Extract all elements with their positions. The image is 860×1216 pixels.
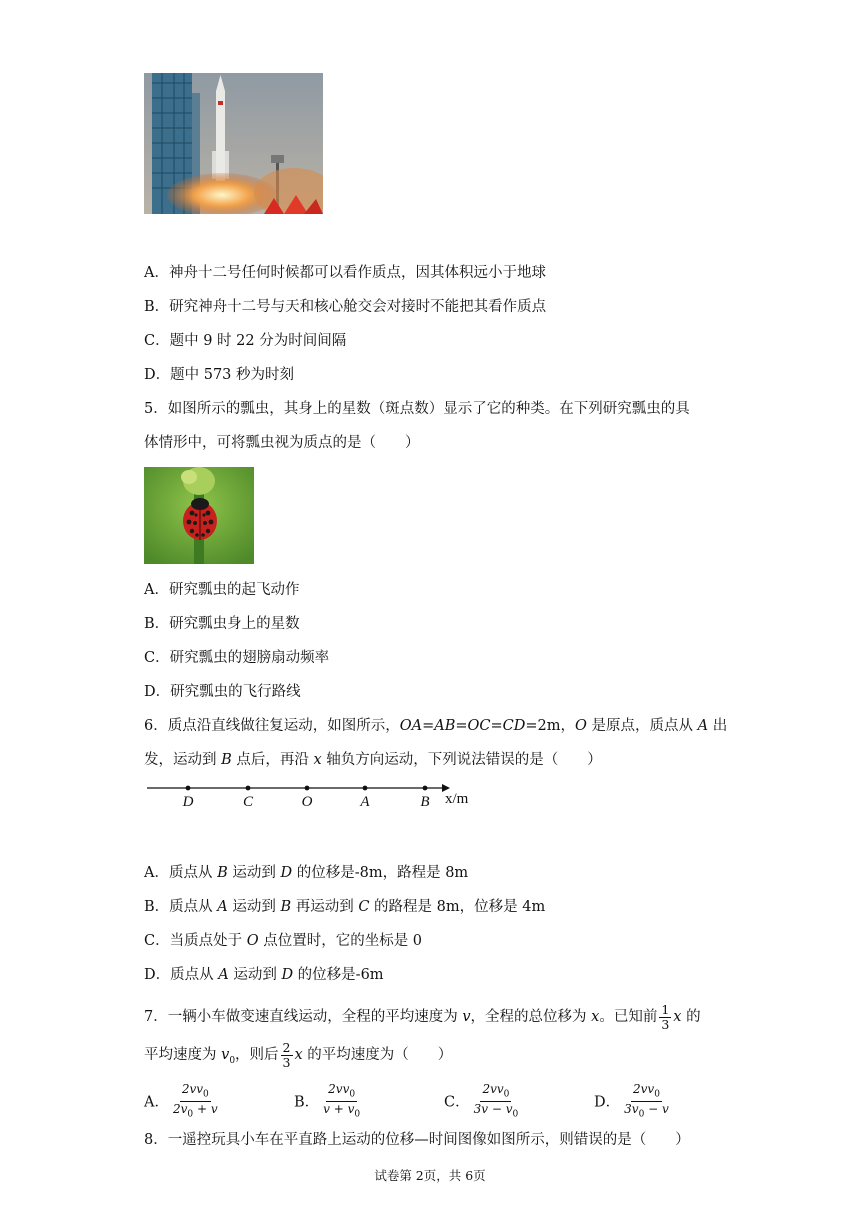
q7-stem-line2: 平均速度为 $v_0$，则后 $\frac{2}{3}$ x 的平均速度为（ ） xyxy=(144,1039,453,1070)
q4-option-d: D．题中 573 秒为时刻 xyxy=(144,367,295,383)
page-footer: 试卷第 2页，共 6页 xyxy=(374,1168,486,1183)
q7-stem-line1: 7．一辆小车做变速直线运动，全程的平均速度为 v，全程的总位移为 x。已知前 $\frac{1}{3}$ x 的 xyxy=(144,1001,701,1032)
q7-option-d: D． $\frac{2vv_0}{3v_0 - v}$ xyxy=(594,1082,669,1120)
q6-option-c: C．当质点处于 O 点位置时，它的坐标是 0 xyxy=(144,933,423,949)
number-line-diagram xyxy=(144,778,484,812)
q5-stem-line1: 5．如图所示的瓢虫，其身上的星数（斑点数）显示了它的种类。在下列研究瓢虫的具 xyxy=(144,401,690,417)
axis-unit-label: x/m xyxy=(445,791,469,807)
fraction-two-thirds: $\frac{2}{3}$ xyxy=(282,1039,291,1070)
q4-option-c: C．题中 9 时 22 分为时间间隔 xyxy=(144,333,347,349)
q5-option-c: C．研究瓢虫的翅膀扇动频率 xyxy=(144,650,330,666)
q7-option-b: B． $\frac{2vv_0}{v + v_0}$ xyxy=(294,1082,361,1120)
ladybug-image xyxy=(144,467,254,564)
q6-stem-line2: 发，运动到 B 点后，再沿 x 轴负方向运动，下列说法错误的是（ ） xyxy=(144,752,602,768)
q5-option-a: A．研究瓢虫的起飞动作 xyxy=(144,582,300,598)
q6-stem-line1: 6．质点沿直线做往复运动，如图所示，OA=AB=OC=CD=2m，O 是原点，质点从 A 出 xyxy=(144,718,728,734)
point-label-o: O xyxy=(301,794,313,810)
q7-option-c: C． $\frac{2vv_0}{3v - v_0}$ xyxy=(444,1082,519,1120)
q8-stem: 8．一遥控玩具小车在平直路上运动的位移—时间图像如图所示，则错误的是（ ） xyxy=(144,1132,690,1148)
q5-option-d: D．研究瓢虫的飞行路线 xyxy=(144,684,301,700)
q5-option-b: B．研究瓢虫身上的星数 xyxy=(144,616,300,632)
point-label-d: D xyxy=(182,794,194,810)
q7-option-a: A． $\frac{2vv_0}{2v_0 + v}$ xyxy=(144,1082,218,1120)
q4-option-b: B．研究神舟十二号与天和核心舱交会对接时不能把其看作质点 xyxy=(144,299,547,315)
q6-option-a: A．质点从 B 运动到 D 的位移是-8m，路程是 8m xyxy=(144,865,469,881)
point-label-b: B xyxy=(420,794,430,810)
q4-option-a: A．神舟十二号任何时候都可以看作质点，因其体积远小于地球 xyxy=(144,265,546,281)
rocket-launch-image xyxy=(144,73,323,214)
q5-stem-line2: 体情形中，可将瓢虫视为质点的是（ ） xyxy=(144,435,420,451)
point-label-a: A xyxy=(360,794,370,810)
q6-option-b: B．质点从 A 运动到 B 再运动到 C 的路程是 8m，位移是 4m xyxy=(144,899,546,915)
point-label-c: C xyxy=(242,794,254,810)
q6-option-d: D．质点从 A 运动到 D 的位移是-6m xyxy=(144,967,384,983)
fraction-one-third: $\frac{1}{3}$ xyxy=(661,1001,670,1032)
